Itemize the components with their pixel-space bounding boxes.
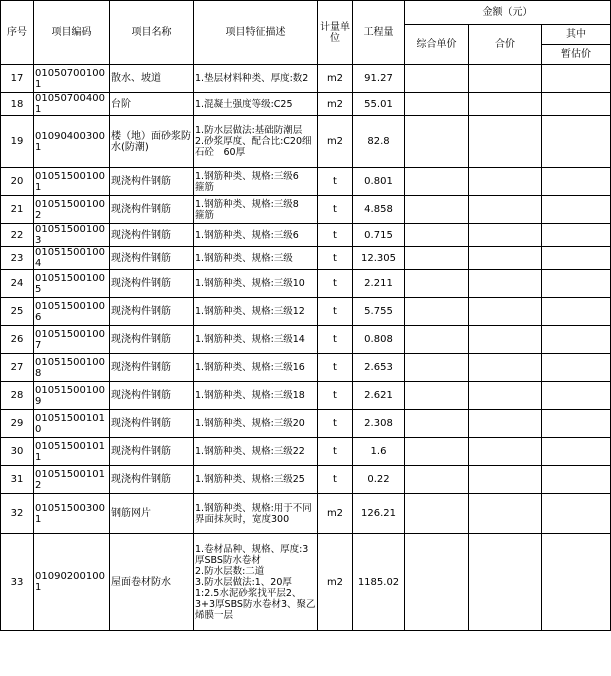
row-qty: 0.801 — [353, 168, 405, 196]
row-qty: 126.21 — [353, 494, 405, 534]
row-unit-price — [405, 382, 469, 410]
table-row — [1, 116, 611, 168]
row-unit: t — [318, 354, 353, 382]
row-provisional — [542, 65, 611, 93]
row-unit-price — [405, 168, 469, 196]
row-total-price — [469, 326, 542, 354]
header-of-which: 其中 — [542, 25, 611, 45]
row-no: 21 — [1, 196, 34, 224]
row-provisional — [542, 196, 611, 224]
row-unit-price — [405, 196, 469, 224]
row-name: 现浇构件钢筋 — [110, 326, 194, 354]
row-name: 屋面卷材防水 — [110, 534, 194, 631]
row-code: 010515001005 — [34, 270, 110, 298]
table-row — [1, 270, 611, 298]
row-code: 010515001011 — [34, 438, 110, 466]
row-total-price — [469, 93, 542, 116]
row-name: 楼（地）面砂浆防水(防潮) — [110, 116, 194, 168]
row-desc: 1.钢筋种类、规格:三级20 — [194, 410, 318, 438]
row-provisional — [542, 534, 611, 631]
row-unit: t — [318, 410, 353, 438]
row-no: 28 — [1, 382, 34, 410]
row-qty: 0.808 — [353, 326, 405, 354]
row-name: 散水、坡道 — [110, 65, 194, 93]
header-no: 序号 — [1, 1, 34, 65]
row-code: 010515001006 — [34, 298, 110, 326]
header-qty: 工程量 — [353, 1, 405, 65]
row-qty: 2.211 — [353, 270, 405, 298]
row-name: 台阶 — [110, 93, 194, 116]
table-row — [1, 168, 611, 196]
row-provisional — [542, 382, 611, 410]
row-unit-price — [405, 494, 469, 534]
row-unit: t — [318, 168, 353, 196]
row-qty: 0.22 — [353, 466, 405, 494]
row-provisional — [542, 354, 611, 382]
row-total-price — [469, 168, 542, 196]
row-provisional — [542, 298, 611, 326]
row-no: 33 — [1, 534, 34, 631]
row-unit: m2 — [318, 65, 353, 93]
row-name: 现浇构件钢筋 — [110, 438, 194, 466]
row-no: 31 — [1, 466, 34, 494]
row-name: 现浇构件钢筋 — [110, 466, 194, 494]
row-desc: 1.钢筋种类、规格:三级25 — [194, 466, 318, 494]
row-no: 32 — [1, 494, 34, 534]
row-qty: 0.715 — [353, 224, 405, 247]
row-desc: 1.钢筋种类、规格:三级16 — [194, 354, 318, 382]
row-name: 现浇构件钢筋 — [110, 168, 194, 196]
row-desc: 1.钢筋种类、规格:三级8 箍筋 — [194, 196, 318, 224]
row-desc: 1.防水层做法:基础防潮层 2.砂浆厚度、配合比:C20细石砼 60厚 — [194, 116, 318, 168]
row-provisional — [542, 116, 611, 168]
row-code: 010515001008 — [34, 354, 110, 382]
row-no: 18 — [1, 93, 34, 116]
row-code: 010515001007 — [34, 326, 110, 354]
row-qty: 55.01 — [353, 93, 405, 116]
row-no: 27 — [1, 354, 34, 382]
table-row — [1, 382, 611, 410]
row-qty: 2.308 — [353, 410, 405, 438]
table-row — [1, 494, 611, 534]
row-total-price — [469, 494, 542, 534]
table-row — [1, 438, 611, 466]
table-body — [1, 65, 611, 631]
row-total-price — [469, 196, 542, 224]
header-name: 项目名称 — [110, 1, 194, 65]
row-qty: 82.8 — [353, 116, 405, 168]
row-no: 24 — [1, 270, 34, 298]
row-qty: 2.653 — [353, 354, 405, 382]
row-unit: m2 — [318, 494, 353, 534]
row-total-price — [469, 247, 542, 270]
row-name: 现浇构件钢筋 — [110, 247, 194, 270]
row-unit-price — [405, 65, 469, 93]
table-row — [1, 196, 611, 224]
row-provisional — [542, 93, 611, 116]
row-unit-price — [405, 116, 469, 168]
row-total-price — [469, 298, 542, 326]
row-no: 19 — [1, 116, 34, 168]
row-name: 钢筋网片 — [110, 494, 194, 534]
row-code: 010515003001 — [34, 494, 110, 534]
row-unit: t — [318, 382, 353, 410]
table-row — [1, 298, 611, 326]
row-total-price — [469, 382, 542, 410]
row-desc: 1.垫层材料种类、厚度:数2 — [194, 65, 318, 93]
row-qty: 5.755 — [353, 298, 405, 326]
row-total-price — [469, 534, 542, 631]
row-unit-price — [405, 270, 469, 298]
row-total-price — [469, 116, 542, 168]
row-provisional — [542, 494, 611, 534]
row-total-price — [469, 354, 542, 382]
row-name: 现浇构件钢筋 — [110, 196, 194, 224]
row-provisional — [542, 224, 611, 247]
row-unit: t — [318, 247, 353, 270]
row-name: 现浇构件钢筋 — [110, 354, 194, 382]
row-code: 010904003001 — [34, 116, 110, 168]
row-desc: 1.钢筋种类、规格:三级6 — [194, 224, 318, 247]
row-qty: 4.858 — [353, 196, 405, 224]
row-qty: 1185.02 — [353, 534, 405, 631]
row-unit: m2 — [318, 534, 353, 631]
row-provisional — [542, 326, 611, 354]
row-total-price — [469, 410, 542, 438]
header-amount: 金额（元） — [405, 1, 611, 25]
row-unit-price — [405, 438, 469, 466]
table-row — [1, 354, 611, 382]
row-code: 010902001001 — [34, 534, 110, 631]
row-desc: 1.卷材品种、规格、厚度:3厚SBS防水卷材 2.防水层数:二道 3.防水层做法:1、20厚1:2.5水泥砂浆找平层2、3+3厚SBS防水卷材3、聚乙烯膜一层 — [194, 534, 318, 631]
row-code: 010515001002 — [34, 196, 110, 224]
row-qty: 12.305 — [353, 247, 405, 270]
row-unit: t — [318, 466, 353, 494]
row-code: 010507004001 — [34, 93, 110, 116]
header-desc: 项目特征描述 — [194, 1, 318, 65]
row-desc: 1.钢筋种类、规格:三级10 — [194, 270, 318, 298]
row-unit-price — [405, 354, 469, 382]
row-desc: 1.钢筋种类、规格:用于不同界面抹灰时，宽度300 — [194, 494, 318, 534]
row-code: 010515001012 — [34, 466, 110, 494]
row-qty: 1.6 — [353, 438, 405, 466]
table-row — [1, 410, 611, 438]
row-provisional — [542, 410, 611, 438]
row-provisional — [542, 270, 611, 298]
row-name: 现浇构件钢筋 — [110, 224, 194, 247]
row-unit: m2 — [318, 93, 353, 116]
row-name: 现浇构件钢筋 — [110, 410, 194, 438]
row-desc: 1.混凝土强度等级:C25 — [194, 93, 318, 116]
row-total-price — [469, 65, 542, 93]
row-no: 25 — [1, 298, 34, 326]
header-provisional: 暂估价 — [542, 45, 611, 65]
row-no: 23 — [1, 247, 34, 270]
row-desc: 1.钢筋种类、规格:三级14 — [194, 326, 318, 354]
row-provisional — [542, 168, 611, 196]
row-no: 29 — [1, 410, 34, 438]
row-desc: 1.钢筋种类、规格:三级18 — [194, 382, 318, 410]
header-code: 项目编码 — [34, 1, 110, 65]
row-total-price — [469, 270, 542, 298]
row-unit: t — [318, 326, 353, 354]
row-no: 30 — [1, 438, 34, 466]
row-no: 26 — [1, 326, 34, 354]
row-unit-price — [405, 298, 469, 326]
row-name: 现浇构件钢筋 — [110, 270, 194, 298]
row-unit-price — [405, 224, 469, 247]
row-qty: 91.27 — [353, 65, 405, 93]
row-code: 010515001001 — [34, 168, 110, 196]
row-code: 010515001009 — [34, 382, 110, 410]
row-unit-price — [405, 410, 469, 438]
row-code: 010515001004 — [34, 247, 110, 270]
table-row — [1, 93, 611, 116]
row-total-price — [469, 438, 542, 466]
row-total-price — [469, 466, 542, 494]
table-row — [1, 534, 611, 631]
header-total-price: 合价 — [469, 25, 542, 65]
row-desc: 1.钢筋种类、规格:三级12 — [194, 298, 318, 326]
row-provisional — [542, 247, 611, 270]
row-code: 010515001003 — [34, 224, 110, 247]
row-unit-price — [405, 534, 469, 631]
row-unit-price — [405, 93, 469, 116]
table-row — [1, 326, 611, 354]
table-row — [1, 224, 611, 247]
table-row — [1, 466, 611, 494]
row-unit-price — [405, 247, 469, 270]
row-desc: 1.钢筋种类、规格:三级6 箍筋 — [194, 168, 318, 196]
row-desc: 1.钢筋种类、规格:三级22 — [194, 438, 318, 466]
row-unit: t — [318, 438, 353, 466]
row-unit: t — [318, 298, 353, 326]
row-no: 20 — [1, 168, 34, 196]
row-desc: 1.钢筋种类、规格:三级 — [194, 247, 318, 270]
header-unit-price: 综合单价 — [405, 25, 469, 65]
row-unit: t — [318, 196, 353, 224]
row-provisional — [542, 438, 611, 466]
row-total-price — [469, 224, 542, 247]
row-name: 现浇构件钢筋 — [110, 382, 194, 410]
row-unit: m2 — [318, 116, 353, 168]
row-code: 010507001001 — [34, 65, 110, 93]
header-unit: 计量单位 — [318, 1, 353, 65]
row-name: 现浇构件钢筋 — [110, 298, 194, 326]
row-unit: t — [318, 224, 353, 247]
row-code: 010515001010 — [34, 410, 110, 438]
row-unit-price — [405, 326, 469, 354]
row-no: 17 — [1, 65, 34, 93]
row-qty: 2.621 — [353, 382, 405, 410]
row-unit: t — [318, 270, 353, 298]
row-no: 22 — [1, 224, 34, 247]
table-row — [1, 247, 611, 270]
table-row — [1, 65, 611, 93]
row-provisional — [542, 466, 611, 494]
row-unit-price — [405, 466, 469, 494]
